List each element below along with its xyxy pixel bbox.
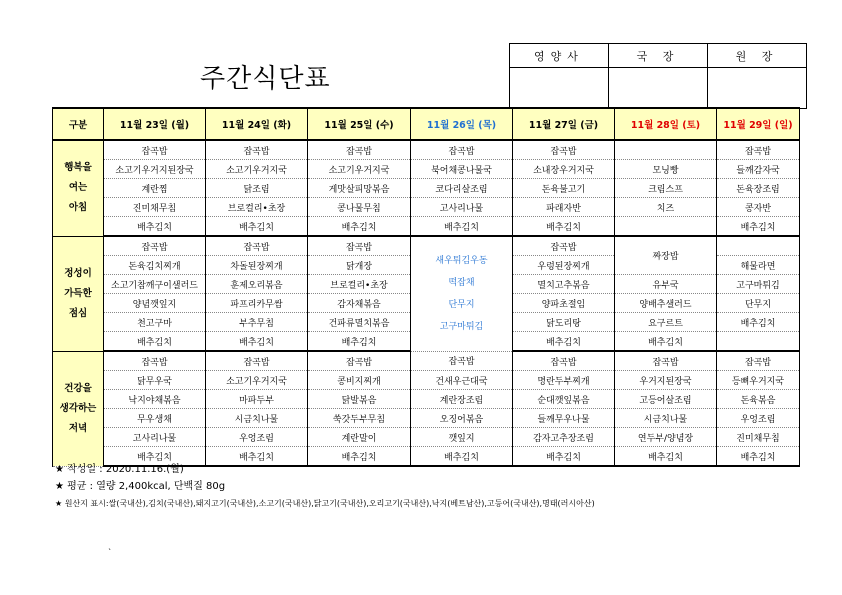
menu-cell: 코다리살조림 bbox=[411, 179, 513, 198]
menu-cell: 소고기참깨구이샐러드 bbox=[104, 275, 206, 294]
page-title: 주간식단표 bbox=[200, 64, 331, 94]
menu-cell: 고구마튀김 bbox=[717, 275, 800, 294]
saturday-main-dish: 짜장밥 bbox=[615, 236, 717, 275]
menu-cell: 배추김치 bbox=[308, 447, 411, 467]
menu-cell: 잡곡밥 bbox=[206, 351, 308, 371]
menu-cell: 순대깻잎볶음 bbox=[513, 390, 615, 409]
menu-cell: 진미채무침 bbox=[717, 428, 800, 447]
menu-cell: 치즈 bbox=[615, 198, 717, 217]
menu-cell: 잡곡밥 bbox=[411, 351, 513, 371]
header-label: 구분 bbox=[53, 108, 104, 140]
menu-cell: 배추김치 bbox=[411, 217, 513, 237]
day-header: 11월 29일 (일) bbox=[717, 108, 800, 140]
day-header: 11월 26일 (목) bbox=[411, 108, 513, 140]
menu-cell: 연두부/양념장 bbox=[615, 428, 717, 447]
menu-cell: 게맛살피망볶음 bbox=[308, 179, 411, 198]
menu-cell: 배추김치 bbox=[615, 332, 717, 352]
menu-cell: 닭조림 bbox=[206, 179, 308, 198]
menu-cell: 배추김치 bbox=[104, 217, 206, 237]
approval-director-label: 국 장 bbox=[609, 44, 708, 68]
menu-cell: 등뼈우거지국 bbox=[717, 371, 800, 390]
menu-cell: 요구르트 bbox=[615, 313, 717, 332]
menu-cell: 부추무침 bbox=[206, 313, 308, 332]
menu-cell: 들깨무우나물 bbox=[513, 409, 615, 428]
menu-cell: 잡곡밥 bbox=[104, 236, 206, 256]
menu-cell: 콩나물무침 bbox=[308, 198, 411, 217]
menu-cell: 계란말이 bbox=[308, 428, 411, 447]
menu-cell: 소내장우거지국 bbox=[513, 160, 615, 179]
menu-cell: 고사리나물 bbox=[411, 198, 513, 217]
menu-cell bbox=[717, 236, 800, 256]
menu-cell: 소고기우거지국 bbox=[206, 371, 308, 390]
menu-cell: 쑥갓두부무침 bbox=[308, 409, 411, 428]
menu-cell: 배추김치 bbox=[717, 447, 800, 467]
menu-cell: 배추김치 bbox=[717, 217, 800, 237]
stray-mark: ` bbox=[108, 548, 112, 557]
menu-cell: 잡곡밥 bbox=[411, 140, 513, 160]
menu-cell: 잡곡밥 bbox=[615, 351, 717, 371]
menu-cell: 낙지야채볶음 bbox=[104, 390, 206, 409]
menu-cell: 잡곡밥 bbox=[104, 140, 206, 160]
menu-cell: 우엉조림 bbox=[717, 409, 800, 428]
menu-cell: 소고기우거지국 bbox=[206, 160, 308, 179]
menu-cell: 진미채무침 bbox=[104, 198, 206, 217]
list-item: 단무지 bbox=[448, 299, 475, 310]
menu-cell: 시금치나물 bbox=[206, 409, 308, 428]
menu-cell: 돈육불고기 bbox=[513, 179, 615, 198]
menu-cell: 훈제오리볶음 bbox=[206, 275, 308, 294]
list-item: 떡잡채 bbox=[448, 277, 475, 288]
approval-director-sign[interactable] bbox=[609, 68, 708, 109]
menu-cell: 감자채볶음 bbox=[308, 294, 411, 313]
menu-cell: 돈육볶음 bbox=[717, 390, 800, 409]
menu-cell: 배추김치 bbox=[513, 217, 615, 237]
menu-cell: 배추김치 bbox=[206, 447, 308, 467]
breakfast-section-label: 행복을 여는 아침 bbox=[53, 140, 104, 236]
menu-cell: 계란장조림 bbox=[411, 390, 513, 409]
menu-cell: 고사리나물 bbox=[104, 428, 206, 447]
menu-cell: 배추김치 bbox=[513, 447, 615, 467]
menu-cell: 콩비지찌개 bbox=[308, 371, 411, 390]
menu-cell: 양배추샐러드 bbox=[615, 294, 717, 313]
menu-cell: 배추김치 bbox=[411, 447, 513, 467]
dinner-section-label: 건강을 생각하는 저녁 bbox=[53, 351, 104, 466]
day-header: 11월 23일 (월) bbox=[104, 108, 206, 140]
menu-cell: 배추김치 bbox=[104, 447, 206, 467]
menu-cell: 무우생채 bbox=[104, 409, 206, 428]
menu-cell: 돈육김치찌개 bbox=[104, 256, 206, 275]
menu-cell: 잡곡밥 bbox=[104, 351, 206, 371]
menu-cell: 잡곡밥 bbox=[206, 140, 308, 160]
lunch-section-label: 정성이 가득한 점심 bbox=[53, 236, 104, 351]
menu-cell: 콩자반 bbox=[717, 198, 800, 217]
menu-cell: 모닝빵 bbox=[615, 160, 717, 179]
menu-cell: 배추김치 bbox=[206, 217, 308, 237]
approval-nutritionist-label: 영양사 bbox=[510, 44, 609, 68]
menu-cell: 잡곡밥 bbox=[308, 140, 411, 160]
menu-cell: 잡곡밥 bbox=[513, 351, 615, 371]
day-header: 11월 24일 (화) bbox=[206, 108, 308, 140]
menu-cell: 배추김치 bbox=[717, 313, 800, 332]
menu-cell: 오징어볶음 bbox=[411, 409, 513, 428]
menu-cell: 멸치고추볶음 bbox=[513, 275, 615, 294]
note-date: ★ 작성일 : 2020.11.16.(월) bbox=[55, 464, 184, 475]
menu-cell: 닭무우국 bbox=[104, 371, 206, 390]
menu-cell: 배추김치 bbox=[308, 217, 411, 237]
note-origin: ★ 원산지 표시:쌀(국내산),김치(국내산),돼지고기(국내산),소고기(국내산),닭고기(국내산),오리고기(국내산),낙지(베트남산),고등어(국내산),명태(러시아산) bbox=[55, 499, 595, 508]
menu-cell: 천고구마 bbox=[104, 313, 206, 332]
menu-cell: 우거지된장국 bbox=[615, 371, 717, 390]
menu-cell bbox=[615, 140, 717, 160]
menu-cell bbox=[717, 332, 800, 352]
menu-cell: 감자고추장조림 bbox=[513, 428, 615, 447]
note-nutrition: ★ 평균 : 열량 2,400kcal, 단백질 80g bbox=[55, 481, 226, 492]
day-header: 11월 25일 (수) bbox=[308, 108, 411, 140]
notes bbox=[55, 461, 595, 512]
menu-cell: 브로컬리•초장 bbox=[206, 198, 308, 217]
menu-cell: 건새우근대국 bbox=[411, 371, 513, 390]
list-item: 새우튀김우동 bbox=[435, 255, 488, 266]
menu-cell: 잡곡밥 bbox=[717, 351, 800, 371]
menu-cell: 시금치나물 bbox=[615, 409, 717, 428]
menu-cell: 소고기우거지국 bbox=[308, 160, 411, 179]
menu-cell: 깻잎지 bbox=[411, 428, 513, 447]
weekly-menu-table bbox=[52, 107, 800, 467]
menu-cell: 크림스프 bbox=[615, 179, 717, 198]
menu-cell: 양념깻잎지 bbox=[104, 294, 206, 313]
thursday-special-menu bbox=[411, 236, 513, 351]
menu-cell: 배추김치 bbox=[104, 332, 206, 352]
menu-cell: 소고기우거지된장국 bbox=[104, 160, 206, 179]
menu-cell: 파래자반 bbox=[513, 198, 615, 217]
menu-cell: 배추김치 bbox=[615, 447, 717, 467]
approval-nutritionist-sign[interactable] bbox=[510, 68, 609, 109]
menu-cell: 들깨감자국 bbox=[717, 160, 800, 179]
menu-cell: 계란찜 bbox=[104, 179, 206, 198]
menu-cell: 닭개장 bbox=[308, 256, 411, 275]
menu-cell: 양파초절임 bbox=[513, 294, 615, 313]
menu-cell: 돈육장조림 bbox=[717, 179, 800, 198]
menu-cell bbox=[615, 217, 717, 237]
menu-cell: 명란두부찌개 bbox=[513, 371, 615, 390]
menu-cell: 배추김치 bbox=[308, 332, 411, 352]
menu-cell: 우렁된장찌개 bbox=[513, 256, 615, 275]
menu-cell: 해물라면 bbox=[717, 256, 800, 275]
menu-cell: 유부국 bbox=[615, 275, 717, 294]
menu-cell: 브로컬리•초장 bbox=[308, 275, 411, 294]
menu-cell: 우엉조림 bbox=[206, 428, 308, 447]
menu-cell: 고등어살조림 bbox=[615, 390, 717, 409]
approval-head-label: 원 장 bbox=[708, 44, 807, 68]
menu-cell: 배추김치 bbox=[206, 332, 308, 352]
approval-box bbox=[509, 43, 807, 109]
menu-cell: 잡곡밥 bbox=[206, 236, 308, 256]
menu-cell: 잡곡밥 bbox=[513, 236, 615, 256]
menu-cell: 마파두부 bbox=[206, 390, 308, 409]
day-header: 11월 28일 (토) bbox=[615, 108, 717, 140]
menu-cell: 배추김치 bbox=[513, 332, 615, 352]
day-header: 11월 27일 (금) bbox=[513, 108, 615, 140]
menu-cell: 파프리카무쌈 bbox=[206, 294, 308, 313]
menu-cell: 잡곡밥 bbox=[717, 140, 800, 160]
approval-head-sign[interactable] bbox=[708, 68, 807, 109]
menu-cell: 잡곡밥 bbox=[513, 140, 615, 160]
list-item: 고구마튀김 bbox=[439, 321, 484, 332]
menu-cell: 북어채콩나물국 bbox=[411, 160, 513, 179]
menu-cell: 건파류멸치볶음 bbox=[308, 313, 411, 332]
menu-cell: 잡곡밥 bbox=[308, 236, 411, 256]
menu-cell: 닭발볶음 bbox=[308, 390, 411, 409]
menu-cell: 단무지 bbox=[717, 294, 800, 313]
menu-cell: 잡곡밥 bbox=[308, 351, 411, 371]
menu-cell: 닭도리탕 bbox=[513, 313, 615, 332]
menu-cell: 차돌된장찌개 bbox=[206, 256, 308, 275]
